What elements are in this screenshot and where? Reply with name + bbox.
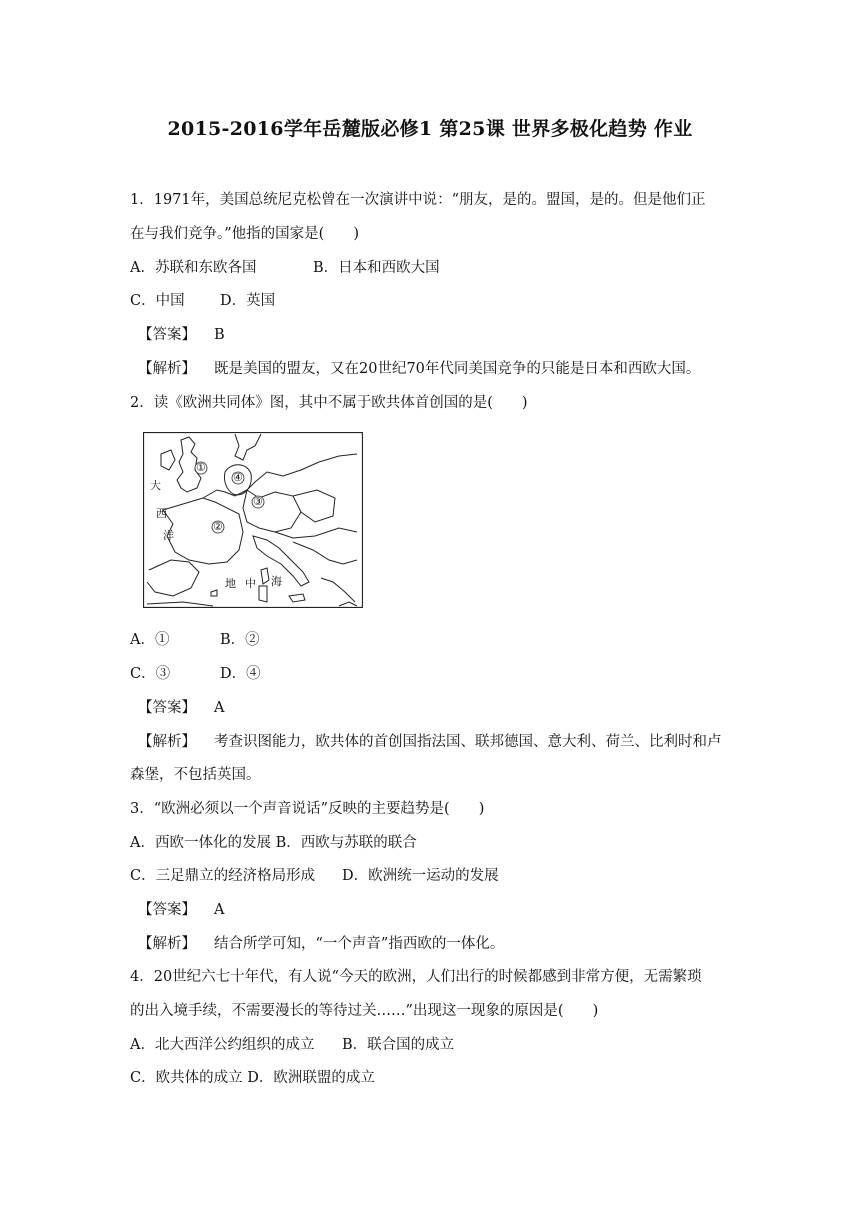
q1-options-line2 (130, 291, 275, 311)
q4-options-line1 (130, 1035, 454, 1055)
map-marker-2: ② (213, 520, 223, 533)
q1-option-c: C．中国 (130, 293, 185, 309)
q2-option-a: A．① (130, 632, 170, 648)
answer-value: A (214, 902, 225, 918)
q4-option-a: A．北大西洋公约组织的成立 (130, 1037, 315, 1053)
answer-value: B (214, 327, 225, 343)
q2-analysis-line1 (138, 732, 722, 752)
q2-options-line1 (130, 630, 260, 650)
analysis-text: 考查识图能力，欧共体的首创国指法国、联邦德国、意大利、荷兰、比利时和卢 (214, 734, 722, 750)
map-marker-1: ① (196, 461, 206, 474)
q4-stem-line2: 的出入境手续，不需要漫长的等待过关……”出现这一现象的原因是( ) (130, 1003, 599, 1019)
map-label-zhong: 中 (245, 577, 256, 590)
q1-options-line1 (130, 258, 440, 278)
q2-option-d: D．④ (220, 666, 261, 682)
q1-analysis (138, 359, 700, 379)
map-marker-4: ④ (233, 471, 243, 484)
q2-option-c: C．③ (130, 666, 171, 682)
q1-answer (138, 325, 225, 345)
q3-options-line2 (130, 866, 499, 886)
map-label-xi: 西 (156, 507, 167, 520)
q3-options-line1: A．西欧一体化的发展 B．西欧与苏联的联合 (130, 835, 417, 851)
answer-value: A (214, 700, 225, 716)
q3-option-d: D．欧洲统一运动的发展 (342, 868, 499, 884)
q3-option-c: C．三足鼎立的经济格局形成 (130, 868, 316, 884)
q2-option-b: B．② (220, 632, 260, 648)
map-label-yang: 洋 (163, 529, 174, 542)
q1-stem-line1: 1．1971年，美国总统尼克松曾在一次演讲中说：“朋友，是的。盟国，是的。但是他们正 (130, 192, 706, 208)
q3-answer (138, 900, 224, 920)
analysis-text: 结合所学可知，“一个声音”指西欧的一体化。 (214, 936, 505, 952)
analysis-tag: 【解析】 (138, 361, 196, 377)
q4-option-b: B．联合国的成立 (342, 1037, 455, 1053)
q1-stem-line2: 在与我们竞争。”他指的国家是( ) (130, 226, 359, 242)
q1-option-d: D．英国 (220, 293, 276, 309)
answer-tag: 【答案】 (138, 902, 196, 918)
analysis-tag: 【解析】 (138, 936, 196, 952)
answer-tag: 【答案】 (138, 700, 196, 716)
map-label-di: 地 (225, 577, 236, 590)
europe-map-figure (143, 432, 363, 608)
map-label-hai: 海 (271, 575, 282, 588)
q4-stem-line1: 4．20世纪六七十年代，有人说“今天的欧洲，人们出行的时候都感到非常方便，无需繁琐 (130, 969, 702, 985)
q4-options-line2: C．欧共体的成立 D．欧洲联盟的成立 (130, 1070, 375, 1086)
analysis-tag: 【解析】 (138, 734, 196, 750)
q2-answer (138, 698, 224, 718)
map-label-da: 大 (150, 479, 161, 492)
q1-option-b: B．日本和西欧大国 (313, 260, 440, 276)
q2-analysis-line2: 森堡，不包括英国。 (130, 767, 261, 783)
q2-options-line2 (130, 664, 261, 684)
analysis-text: 既是美国的盟友，又在20世纪70年代同美国竞争的只能是日本和西欧大国。 (214, 361, 701, 377)
q1-option-a: A．苏联和东欧各国 (130, 260, 257, 276)
document-title: 2015-2016学年岳麓版必修1 第25课 世界多极化趋势 作业 (167, 118, 693, 140)
answer-tag: 【答案】 (138, 327, 196, 343)
q2-stem: 2．读《欧洲共同体》图，其中不属于欧共体首创国的是( ) (130, 395, 528, 411)
q3-analysis (138, 934, 504, 954)
q3-stem: 3．“欧洲必须以一个声音说话”反映的主要趋势是( ) (130, 801, 485, 817)
map-marker-3: ③ (253, 495, 263, 508)
